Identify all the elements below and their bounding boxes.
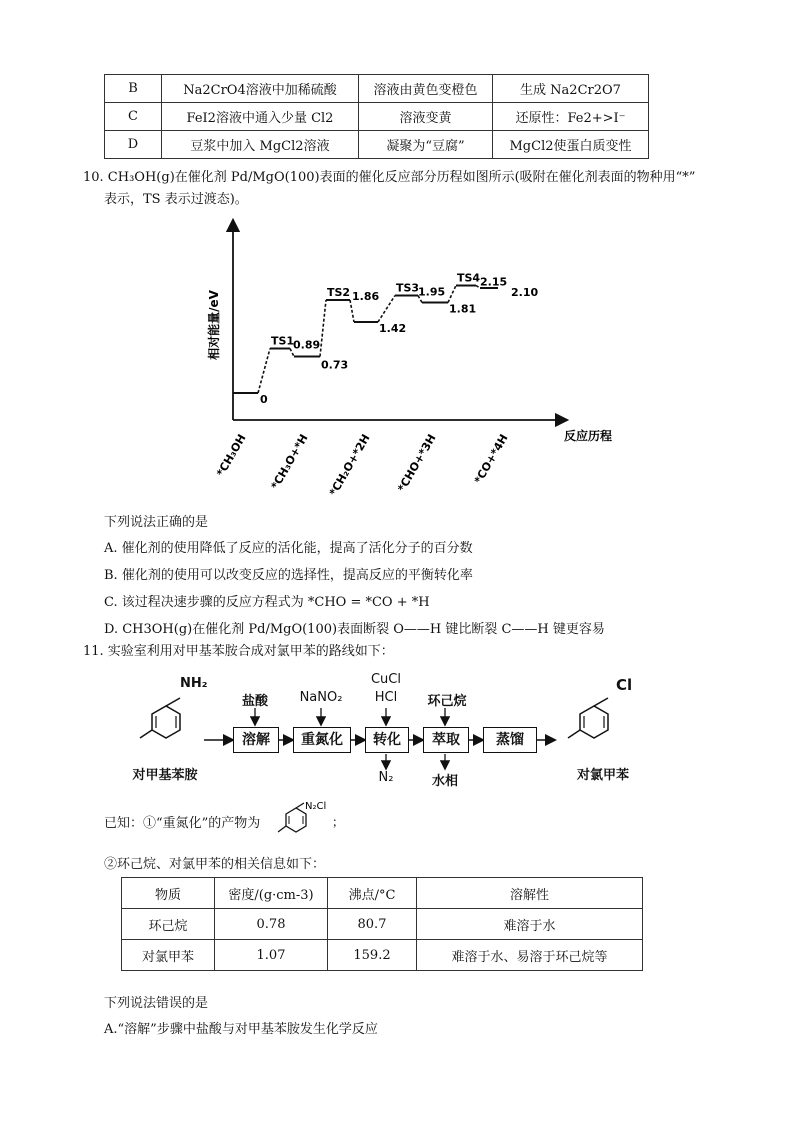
table-row: [105, 103, 649, 131]
properties-table: [121, 877, 643, 971]
x-tick-label: *CH₃O+*H: [268, 432, 311, 492]
q11-title: 11. 实验室利用对甲基苯胺合成对氯甲苯的路线如下：: [83, 644, 394, 659]
q10-stem-line1: 10. CH₃OH(g)在催化剂 Pd/MgO(100)表面的催化反应部分历程如图所示(吸附在催化剂表面的物种用“*”: [83, 170, 696, 185]
known-suffix: ；: [332, 815, 345, 829]
table-row: [122, 940, 643, 971]
x-tick-label: *CO+*4H: [471, 432, 511, 487]
table-cell: B: [105, 75, 162, 103]
connector-dashed: [378, 296, 395, 323]
step-dissolve: 溶解: [233, 727, 279, 753]
start-group-label: NH₂: [180, 676, 208, 691]
table-cell: 80.7: [328, 909, 417, 940]
x-tick-labels: [214, 432, 510, 498]
x-tick-label: *CHO+*3H: [395, 432, 439, 495]
q10-option-d: D. CH3OH(g)在催化剂 Pd/MgO(100)表面断裂 O——H 键比断裂 C——H 键更容易: [104, 622, 605, 637]
energy-value-label: 1.86: [352, 290, 380, 303]
table-header: 沸点/°C: [328, 878, 417, 909]
output-aqueous-phase: 水相: [431, 774, 458, 789]
connector-dashed: [320, 300, 326, 357]
table-cell: 环己烷: [122, 909, 215, 940]
energy-value-label: 2.15: [480, 275, 508, 289]
known-note-2: ②环己烷、对氯甲苯的相关信息如下：: [104, 857, 326, 872]
p-toluidine-structure: [140, 698, 180, 738]
reagent-nano2: NaNO₂: [299, 690, 343, 705]
reagent-hcl: HCl: [374, 690, 398, 705]
table-cell: 凝聚为“豆腐”: [359, 131, 493, 159]
connector-dashed: [350, 300, 354, 322]
connector-dashed: [258, 349, 270, 394]
table-cell: D: [105, 131, 162, 159]
reagent-cyclohexane: 环己烷: [427, 694, 467, 709]
q10-option-a: A. 催化剂的使用降低了反应的活化能，提高了活化分子的百分数: [104, 541, 473, 556]
step-conversion: 转化: [365, 727, 409, 753]
table-cell: 难溶于水: [417, 909, 643, 940]
connector-dashed: [448, 286, 456, 303]
table-cell: 溶液变黄: [359, 103, 493, 131]
energy-levels: [233, 272, 538, 407]
table-cell: 溶液由黄色变橙色: [359, 75, 493, 103]
table-cell: Na2CrO4溶液中加稀硫酸: [162, 75, 359, 103]
table-header-row: [122, 878, 643, 909]
energy-value-label: 1.95: [418, 285, 446, 299]
end-group-label: Cl: [616, 676, 633, 694]
table-cell: 还原性：Fe2+>I⁻: [493, 103, 649, 131]
step-distillation: 蒸馏: [483, 727, 537, 753]
table-cell: 难溶于水、易溶于环己烷等: [417, 940, 643, 971]
q10-prompt: 下列说法正确的是: [104, 515, 209, 530]
x-axis-label: 反应历程: [564, 429, 613, 443]
step-diazotization: 重氮化: [293, 727, 351, 753]
transition-state-label: TS3: [396, 281, 420, 295]
table-cell: 1.07: [215, 940, 328, 971]
q10-option-b: B. 催化剂的使用可以改变反应的选择性，提高反应的平衡转化率: [104, 568, 473, 583]
reagent-cucl: CuCl: [370, 672, 401, 687]
output-n2: N₂: [378, 770, 394, 785]
transition-state-label: TS2: [327, 286, 351, 299]
table-cell: 159.2: [328, 940, 417, 971]
known-prefix: 已知：①“重氮化”的产物为: [104, 816, 261, 831]
table-cell: 0.78: [215, 909, 328, 940]
energy-value-label: 0: [260, 393, 268, 406]
start-material-label: 对甲基苯胺: [132, 768, 198, 783]
table-cell: 豆浆中加入 MgCl2溶液: [162, 131, 359, 159]
end-product-label: 对氯甲苯: [576, 768, 629, 783]
table-header: 密度/(g·cm-3): [215, 878, 328, 909]
energy-value-label: 1.42: [379, 322, 407, 335]
table-header: 物质: [122, 878, 215, 909]
step-extraction: 萃取: [423, 727, 469, 753]
energy-profile-chart: [190, 215, 630, 505]
transition-state-label: TS4: [457, 271, 481, 285]
table-cell: MgCl2使蛋白质变性: [493, 131, 649, 159]
known-note-1: [104, 812, 260, 831]
p-chlorotoluene-structure: [568, 698, 608, 738]
previous-question-table: [104, 74, 649, 159]
table-row: [105, 75, 649, 103]
table-row: [105, 131, 649, 159]
energy-value-label: 1.81: [449, 302, 477, 316]
energy-value-label: 0.89: [293, 338, 321, 352]
energy-value-label: 0.73: [321, 358, 349, 372]
q11-option-a: A.“溶解”步骤中盐酸与对甲基苯胺发生化学反应: [104, 1022, 378, 1037]
y-axis-label: 相对能量/eV: [207, 290, 221, 360]
table-cell: 生成 Na2Cr2O7: [493, 75, 649, 103]
energy-value-label: 2.10: [511, 286, 539, 299]
diazonium-structure: [272, 800, 345, 840]
known-group-label: N₂Cl: [305, 801, 327, 812]
table-cell: FeI2溶液中通入少量 Cl2: [162, 103, 359, 131]
x-tick-label: *CH₂O+*2H: [326, 432, 373, 499]
table-row: [122, 909, 643, 940]
table-header: 溶解性: [417, 878, 643, 909]
table-cell: 对氯甲苯: [122, 940, 215, 971]
reagent-hcl-acid: 盐酸: [241, 694, 268, 709]
q11-prompt: 下列说法错误的是: [104, 996, 209, 1011]
q10-stem-line2: 表示，TS 表示过渡态)。: [104, 192, 248, 207]
q10-option-c: C. 该过程决速步骤的反应方程式为 *CHO = *CO + *H: [104, 595, 430, 610]
table-cell: C: [105, 103, 162, 131]
x-tick-label: *CH₃OH: [214, 432, 249, 479]
transition-state-label: TS1: [271, 334, 295, 348]
